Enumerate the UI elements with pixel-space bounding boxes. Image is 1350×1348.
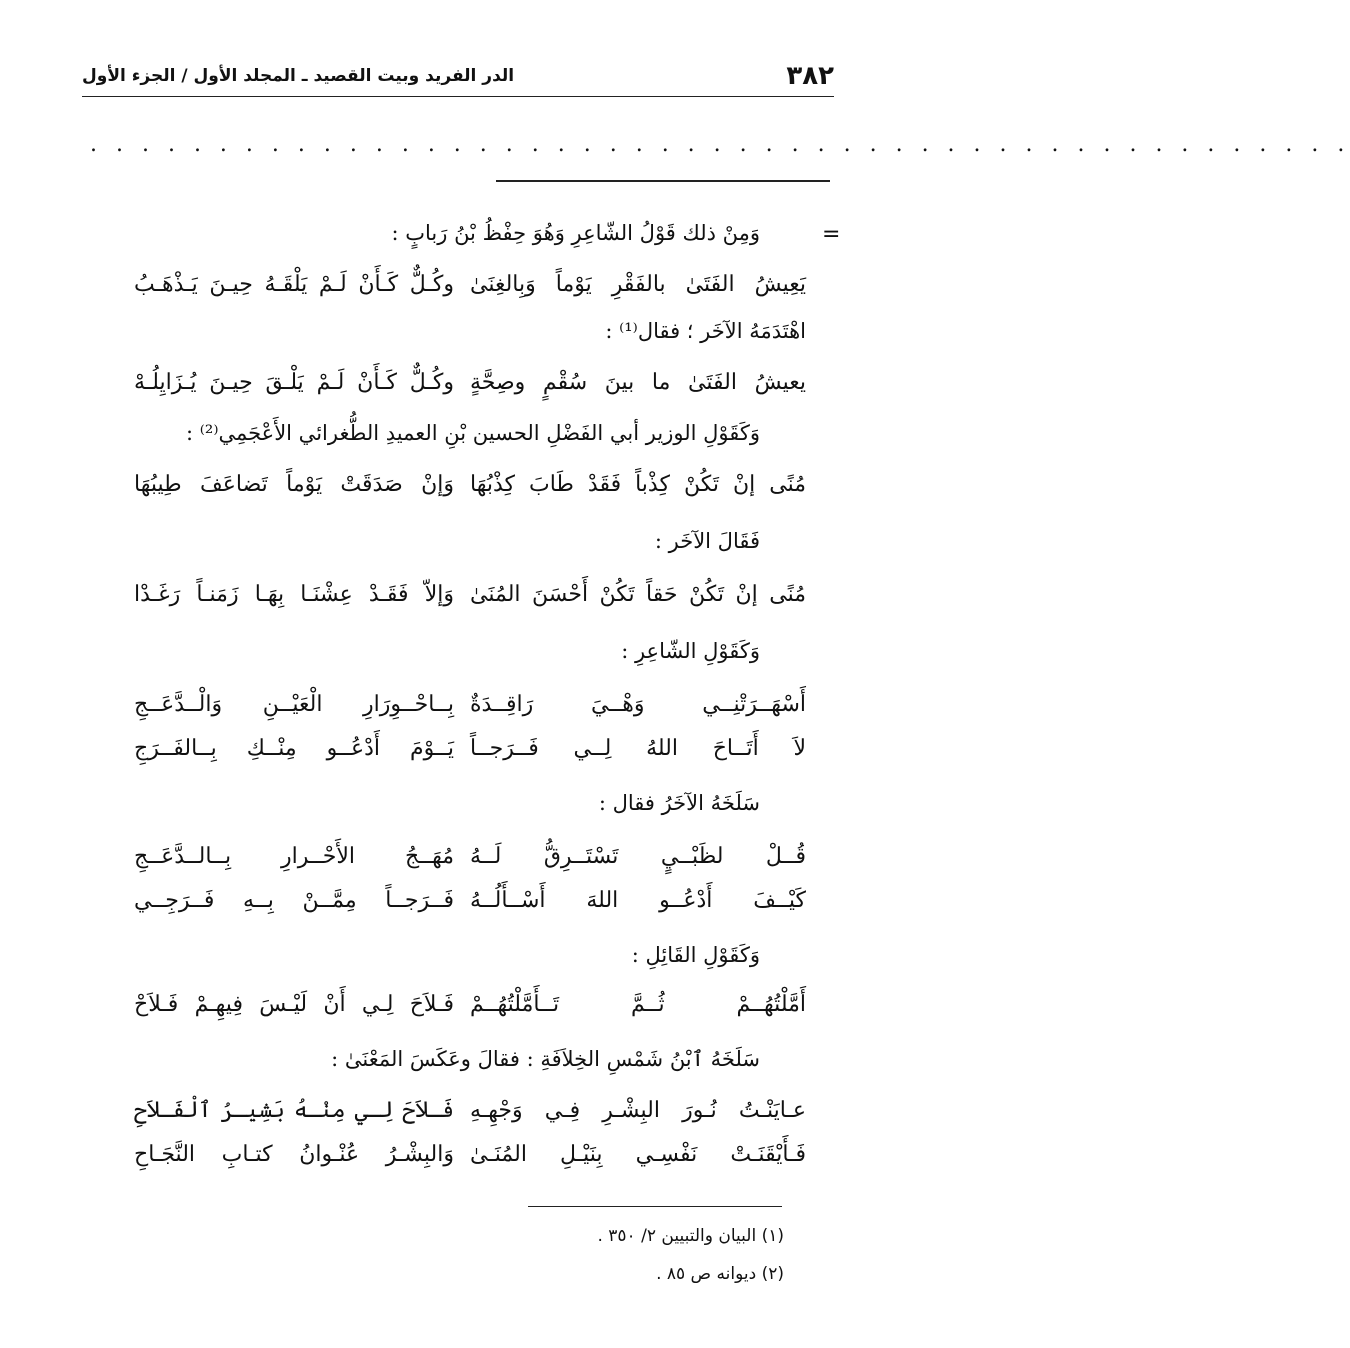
verse-second-hemistich: فَــرَجــاً مِمَّــنْ بِــهِ فَــرَجِــي [134,888,454,913]
verse-second-hemistich: فَـلاَحَ لِـي مِنْـهُ بَشِيـرُ ٱلْفَـلاَحِ [134,1098,454,1123]
verse-first-hemistich: يَعِيشُ الفَتَىٰ بالفَقْرِ يَوْماً وَبِالغِنَىٰ [470,272,806,297]
verse-line [134,732,806,766]
continuation-mark: = [822,222,841,247]
page-number: ٣٨٢ [786,61,834,91]
verse-line [134,884,806,918]
verse-line [134,688,806,722]
verse-first-hemistich: قُــلْ لظَبْــيٍ تَسْتَــرِقُّ لَــهُ [470,844,806,869]
verse-first-hemistich: فَـأَيْقَنَـتْ نَفْسِـي بِنَيْـلِ المُنَـىٰ [470,1142,806,1167]
separator-dots: . . . . . . . . . . . . . . . . . . . . . . . . . . . . . . . . . . . . . . . . . . . . . . . . . [90,132,1350,157]
verse-second-hemistich: وَإلاّ فَقَـدْ عِشْنَـا بِهَـا زَمَنـاً رَغَـدْا [134,582,454,607]
verse-second-hemistich: فَـلاَحَ لِـي أَنْ لَيْـسَ فِيهِـمْ فَـلاَحْ [134,992,454,1017]
prose-line: فَقَالَ الآخَر : [654,529,760,553]
verse-first-hemistich: مُنًى إنْ تَكُنْ حَقاً تَكُنْ أَحْسَنَ المُنَىٰ [470,582,806,607]
prose-line: وَكَقَوْلِ القَائِلِ : [631,943,760,967]
verse-second-hemistich: وَإنْ صَدَقَتْ يَوْماً تَضاعَفَ طِيبُهَا [134,472,454,497]
verse-first-hemistich: لاَ أَتَــاحَ اللهُ لِــي فَــرَجــاً [470,736,806,761]
prose-line: وَمِنْ ذلك قَوْلُ الشّاعِرِ وَهُوَ حِفْظُ بْنُ رَبابٍ : [391,221,760,245]
running-title: الدر الفريد وبيت القصيد ـ المجلد الأول / الجزء الأول [82,66,515,86]
verse-first-hemistich: يعيشُ الفَتَىٰ ما بينَ سُقْمٍ وصِحَّةٍ [470,370,806,395]
footnote-rule [528,1206,782,1207]
verse-first-hemistich: عـايَنْـتُ نُـورَ البِشْـرِ فِـي وَجْهِـهِ [470,1098,806,1123]
verse-second-hemistich: وكُـلٌّ كَـأَنْ لَـمْ يَلْـقَ حِيـنَ يُـزَايِلُـهْ [134,370,454,395]
verse-line [134,366,806,400]
verse-line [134,268,806,302]
verse-first-hemistich: مُنًى إنْ تَكُنْ كِذْباً فَقَدْ طَابَ كِذْبُهَا [470,472,806,497]
verse-first-hemistich: كَيْــفَ أَدْعُــو اللهَ أَسْــأَلُــهُ [470,888,806,913]
page-header [82,56,834,96]
footnote: (٢) ديوانه ص ٨٥ . [656,1264,784,1284]
prose-line: سَلَخَهُ الآخَرُ فقال : [598,791,760,815]
verse-line [134,840,806,874]
verse-second-hemistich: مُهَــجُ الأَحْــرارِ بِــالــدَّعَــجِ [134,844,454,869]
section-rule [496,180,830,182]
verse-first-hemistich: أَمَّلْتُهُــمْ ثُــمَّ تَــأَمَّلْتُهُــمْ [470,992,806,1017]
prose-line: وَكَقَوْلِ الشّاعِرِ : [621,639,760,663]
verse-second-hemistich: وَالبِشْـرُ عُنْـوانُ كتـابِ النَّجَـاحِ [134,1142,454,1167]
verse-first-hemistich: أَسْهَــرَتْنِــي وَهْــيَ رَاقِــدَةٌ [470,692,806,717]
footnote: (١) البيان والتبيين ٢/ ٣٥٠ . [597,1226,784,1246]
verse-line [134,578,806,612]
verse-second-hemistich: وكُـلٌّ كَـأَنْ لَـمْ يَلْقَـهُ حِيـنَ يَـذْهَـبُ [134,272,454,297]
verse-line [134,988,806,1022]
verse-line [134,1094,806,1128]
verse-second-hemistich: بِــاحْــوِرَارِ الْعَيْــنِ وَالْــدَّعَــجِ [134,692,454,717]
verse-second-hemistich: يَــوْمَ أَدْعُــو مِنْــكِ بِــالفَــرَجِ [134,736,454,761]
header-rule [82,96,834,97]
prose-line: وَكَقَوْلِ الوزير أبي الفَضْلِ الحسين بْنِ العميدِ الطُّغرائي الأَعْجَمِي⁽²⁾ : [185,421,760,445]
prose-line: اهْتَدَمَهُ الآخَر ؛ فقال⁽¹⁾ : [605,319,806,343]
verse-line [134,468,806,502]
verse-line [134,1138,806,1172]
prose-line: سَلَخَهُ ٱبْنُ شَمْسِ الخِلاَفَةِ : فقالَ وعَكَسَ المَعْنَىٰ : [331,1047,760,1071]
